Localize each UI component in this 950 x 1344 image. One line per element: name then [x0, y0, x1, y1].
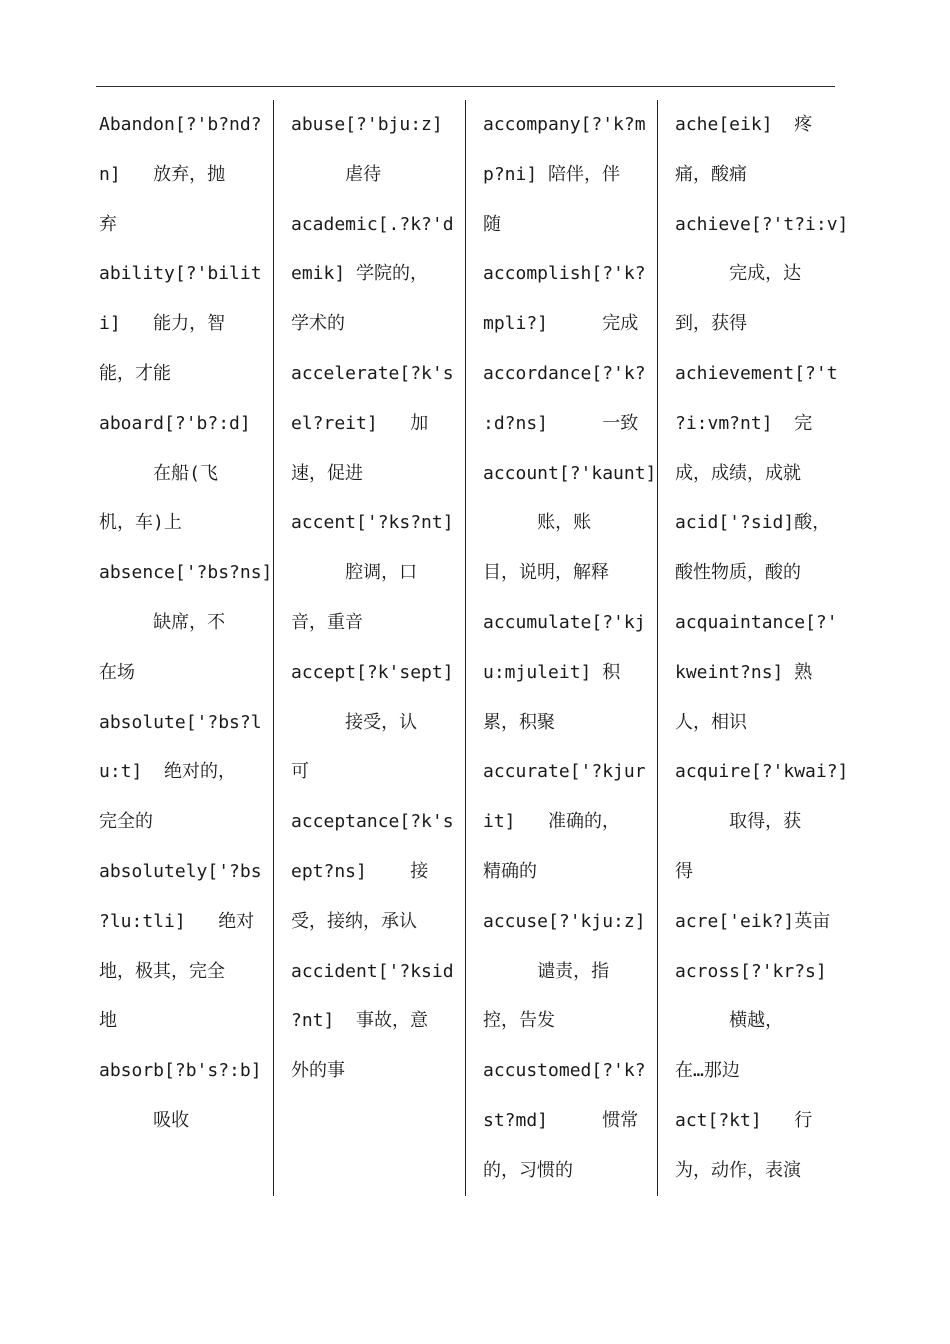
- vocab-line: 完全的: [99, 811, 153, 833]
- vocab-line: st?md] 惯常: [483, 1109, 639, 1131]
- vocab-line: 吸收: [99, 1109, 190, 1131]
- vocab-line: accelerate[?k's: [291, 362, 454, 384]
- vocab-column-1: [99, 100, 271, 1146]
- vocab-line: accustomed[?'k?: [483, 1060, 646, 1082]
- vocab-line: accomplish[?'k?: [483, 263, 646, 285]
- vocab-line: 虐待: [291, 163, 382, 185]
- column-divider-1: [273, 100, 274, 1196]
- vocab-line: 精确的: [483, 860, 537, 882]
- vocab-line: accuse[?'kju:z]: [483, 910, 646, 932]
- vocab-line: u:t] 绝对的，: [99, 761, 237, 783]
- vocab-line: 人，相识: [675, 711, 747, 733]
- vocab-line: achieve[?'t?i:v]: [675, 213, 849, 235]
- vocab-line: 到，获得: [675, 313, 747, 335]
- vocab-column-2: [291, 100, 463, 1096]
- vocab-line: 痛，酸痛: [675, 163, 747, 185]
- vocab-line: accident['?ksid: [291, 960, 454, 982]
- vocab-column-3: [483, 100, 655, 1196]
- vocab-line: u:mjuleit] 积: [483, 661, 621, 683]
- vocab-line: ept?ns] 接: [291, 860, 429, 882]
- vocab-line: account[?'kaunt]: [483, 462, 657, 484]
- vocab-line: accent['?ks?nt]: [291, 512, 454, 534]
- top-rule: [96, 86, 835, 87]
- vocab-line: accurate['?kjur: [483, 761, 646, 783]
- vocab-line: 的，习惯的: [483, 1159, 573, 1181]
- vocab-line: absence['?bs?ns]: [99, 562, 273, 584]
- vocab-line: 成，成绩，成就: [675, 462, 801, 484]
- vocab-line: acceptance[?k's: [291, 811, 454, 833]
- vocab-line: 在船(飞: [99, 462, 219, 484]
- vocab-line: :d?ns] 一致: [483, 412, 639, 434]
- vocab-line: n] 放弃，抛: [99, 163, 226, 185]
- vocab-line: 得: [675, 860, 693, 882]
- vocab-line: 取得，获: [675, 811, 802, 833]
- vocab-line: accordance[?'k?: [483, 362, 646, 384]
- vocab-line: 谴责，指: [483, 960, 610, 982]
- vocab-line: accept[?k'sept]: [291, 661, 454, 683]
- vocab-line: 能，才能: [99, 362, 171, 384]
- vocab-line: acre['eik?]英亩: [675, 910, 831, 932]
- vocab-line: 地: [99, 1010, 117, 1032]
- vocab-line: 账，账: [483, 512, 592, 534]
- vocab-line: absolute['?bs?l: [99, 711, 262, 733]
- vocab-line: 在…那边: [675, 1060, 740, 1082]
- vocab-line: 弃: [99, 213, 117, 235]
- vocab-line: achievement[?'t: [675, 362, 838, 384]
- vocab-line: 缺席，不: [99, 611, 226, 633]
- vocab-line: 可: [291, 761, 309, 783]
- vocab-line: 完成，达: [675, 263, 802, 285]
- vocab-line: 目，说明，解释: [483, 562, 609, 584]
- vocab-line: emik] 学院的，: [291, 263, 429, 285]
- vocab-line: accompany[?'k?m: [483, 114, 646, 135]
- vocab-line: 为，动作，表演: [675, 1159, 801, 1181]
- vocab-line: ?lu:tli] 绝对: [99, 910, 255, 932]
- vocab-line: accumulate[?'kj: [483, 611, 646, 633]
- vocab-line: ability[?'bilit: [99, 263, 262, 285]
- vocab-line: abuse[?'bju:z]: [291, 114, 443, 135]
- vocab-line: Abandon[?'b?nd?: [99, 114, 262, 135]
- vocab-line: absolutely['?bs: [99, 860, 262, 882]
- vocab-line: 音，重音: [291, 611, 363, 633]
- vocab-line: acquire[?'kwai?]: [675, 761, 849, 783]
- vocab-line: 外的事: [291, 1060, 345, 1082]
- vocab-line: it] 准确的，: [483, 811, 621, 833]
- vocab-line: mpli?] 完成: [483, 313, 639, 335]
- vocab-line: absorb[?b's?:b]: [99, 1060, 262, 1082]
- vocab-column-4: [675, 100, 847, 1196]
- vocab-line: kweint?ns] 熟: [675, 661, 813, 683]
- vocab-line: 累，积聚: [483, 711, 555, 733]
- vocab-line: 横越，: [675, 1010, 784, 1032]
- vocab-line: 学术的: [291, 313, 345, 335]
- vocab-line: ?i:vm?nt] 完: [675, 412, 813, 434]
- vocab-line: acquaintance[?': [675, 611, 838, 633]
- vocab-line: p?ni] 陪伴，伴: [483, 163, 621, 185]
- vocab-line: 酸性物质，酸的: [675, 562, 801, 584]
- vocab-line: act[?kt] 行: [675, 1109, 813, 1131]
- vocab-line: 机，车)上: [99, 512, 182, 534]
- vocab-line: 在场: [99, 661, 135, 683]
- vocab-line: ?nt] 事故，意: [291, 1010, 429, 1032]
- vocab-line: 地，极其，完全: [99, 960, 225, 982]
- vocab-line: aboard[?'b?:d]: [99, 412, 251, 434]
- vocab-line: across[?'kr?s]: [675, 960, 827, 982]
- vocab-line: i] 能力，智: [99, 313, 226, 335]
- vocab-line: ache[eik] 疼: [675, 114, 813, 135]
- vocab-line: acid['?sid]酸，: [675, 512, 831, 534]
- vocab-line: 随: [483, 213, 501, 235]
- vocab-line: 速，促进: [291, 462, 363, 484]
- vocab-line: el?reit] 加: [291, 412, 429, 434]
- vocab-line: 受，接纳，承认: [291, 910, 417, 932]
- vocab-line: 控，告发: [483, 1010, 555, 1032]
- vocab-line: 接受，认: [291, 711, 418, 733]
- column-divider-2: [465, 100, 466, 1196]
- vocab-line: 腔调，口: [291, 562, 418, 584]
- column-divider-3: [657, 100, 658, 1196]
- vocab-line: academic[.?k?'d: [291, 213, 454, 235]
